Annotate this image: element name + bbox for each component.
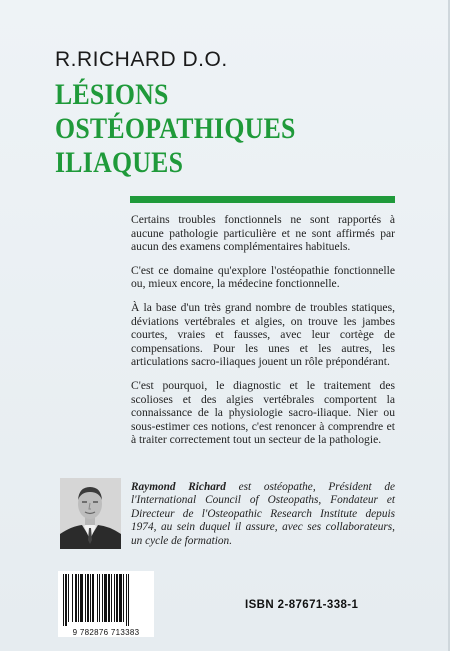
barcode-bar <box>111 574 112 622</box>
barcode-bar <box>97 574 98 622</box>
barcode-bar <box>108 574 110 622</box>
blurb-paragraph-1: Certains troubles fonctionnels ne sont rapportés à aucune pathologie particulière et ne sont affirmés par aucun des examens complémentaires habituels. <box>131 213 395 254</box>
barcode-bars <box>61 574 151 626</box>
blurb-paragraph-2: C'est ce domaine qu'explore l'ostéopathie fonctionnelle ou, mieux encore, la médecine fonctionnelle. <box>131 263 395 291</box>
barcode-bar <box>80 574 83 622</box>
barcode-bar <box>102 574 103 622</box>
author-name-heading: R.RICHARD D.O. <box>55 48 228 71</box>
barcode-bar <box>99 574 100 622</box>
barcode-bar <box>119 574 122 622</box>
barcode-bar <box>104 574 107 622</box>
barcode-bar <box>75 574 77 622</box>
barcode-bar <box>78 574 79 622</box>
bio-description: est ostéopathe, Président de l'International Council of Osteopaths, Fondateur et Directeur de l'Osteopathic Research Institute depuis 1974, au sein duquel il assure, avec ses collaborateurs, un cycle de formation. <box>131 481 395 547</box>
barcode-bar <box>65 574 67 626</box>
book-title <box>55 78 296 180</box>
isbn-label: ISBN 2-87671-338-1 <box>245 599 359 611</box>
author-bio <box>131 481 395 548</box>
green-divider-bar <box>130 196 395 203</box>
barcode-bar <box>63 574 64 626</box>
barcode-bar <box>116 574 118 622</box>
blurb-paragraph-4: C'est pourquoi, le diagnostic et le traitement des scolioses et des algies vertébrales comportent la connaissance de la physiologie sacro-iliaque. Nier ou sous-estimer ces notions, c'est renoncer à comprendre et à traiter correctement tout un secteur de la pathologie. <box>131 378 395 447</box>
barcode-bar <box>126 574 127 626</box>
blurb-text <box>131 213 395 457</box>
author-photo <box>60 478 121 549</box>
title-line-3: ILIAQUES <box>55 146 184 179</box>
blurb-paragraph-3: À la base d'un très grand nombre de troubles statiques, déviations vertébrales et algies, on trouve les jambes courtes, vraies et fausses, avec leur cortège de compensations. Pour les unes et les autres, les articulations sacro-iliaques jouent un rôle prépondérant. <box>131 300 395 369</box>
bio-author-name: Raymond Richard <box>131 481 226 493</box>
barcode-number: 9 782876 713383 <box>72 628 140 637</box>
barcode-bar <box>72 574 73 622</box>
barcode-bar <box>123 574 124 622</box>
barcode-bar <box>68 574 69 622</box>
barcode-bar <box>90 574 91 622</box>
barcode <box>58 571 154 637</box>
barcode-bar <box>114 574 115 622</box>
barcode-bar <box>87 574 89 622</box>
barcode-bar <box>128 574 129 626</box>
title-line-2: OSTÉOPATHIQUES <box>55 112 296 145</box>
title-line-1: LÉSIONS <box>55 78 169 111</box>
barcode-bar <box>92 574 94 622</box>
barcode-bar <box>85 574 86 622</box>
